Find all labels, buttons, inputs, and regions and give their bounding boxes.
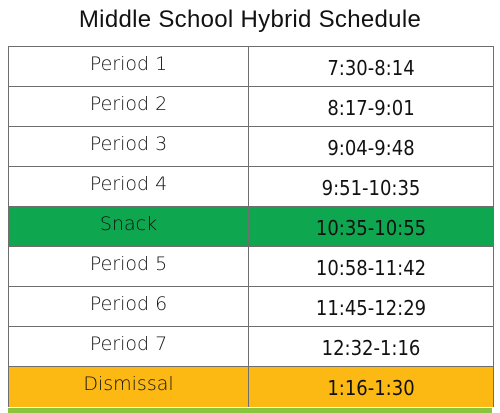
period-cell: Period 3	[9, 127, 249, 166]
schedule-row	[9, 247, 493, 287]
time-cell: 1:16-1:30	[327, 376, 415, 400]
schedule-title: Middle School Hybrid Schedule	[78, 6, 422, 33]
schedule-row	[9, 327, 493, 367]
schedule-row	[9, 47, 493, 87]
schedule-row	[9, 127, 493, 167]
period-cell: Dismissal	[9, 367, 249, 407]
time-cell: 12:32-1:16	[321, 336, 421, 360]
schedule-row	[9, 167, 493, 207]
period-cell: Snack	[9, 207, 249, 246]
time-cell: 7:30-8:14	[327, 56, 415, 80]
schedule-row	[9, 287, 493, 327]
schedule-row-dismissal	[9, 367, 493, 407]
time-cell: 8:17-9:01	[327, 96, 415, 120]
time-cell: 9:51-10:35	[321, 176, 421, 200]
period-cell: Period 1	[9, 47, 249, 86]
period-cell: Period 2	[9, 87, 249, 126]
schedule-row	[9, 87, 493, 127]
period-cell: Period 6	[9, 287, 249, 326]
time-cell: 11:45-12:29	[315, 296, 427, 320]
bottom-color-strip	[8, 408, 492, 413]
period-cell: Period 7	[9, 327, 249, 366]
schedule-row-snack	[9, 207, 493, 247]
time-cell: 10:35-10:55	[315, 216, 427, 240]
schedule-table	[8, 46, 494, 407]
time-cell: 10:58-11:42	[315, 256, 427, 280]
period-cell: Period 4	[9, 167, 249, 206]
period-cell: Period 5	[9, 247, 249, 286]
time-cell: 9:04-9:48	[327, 136, 415, 160]
